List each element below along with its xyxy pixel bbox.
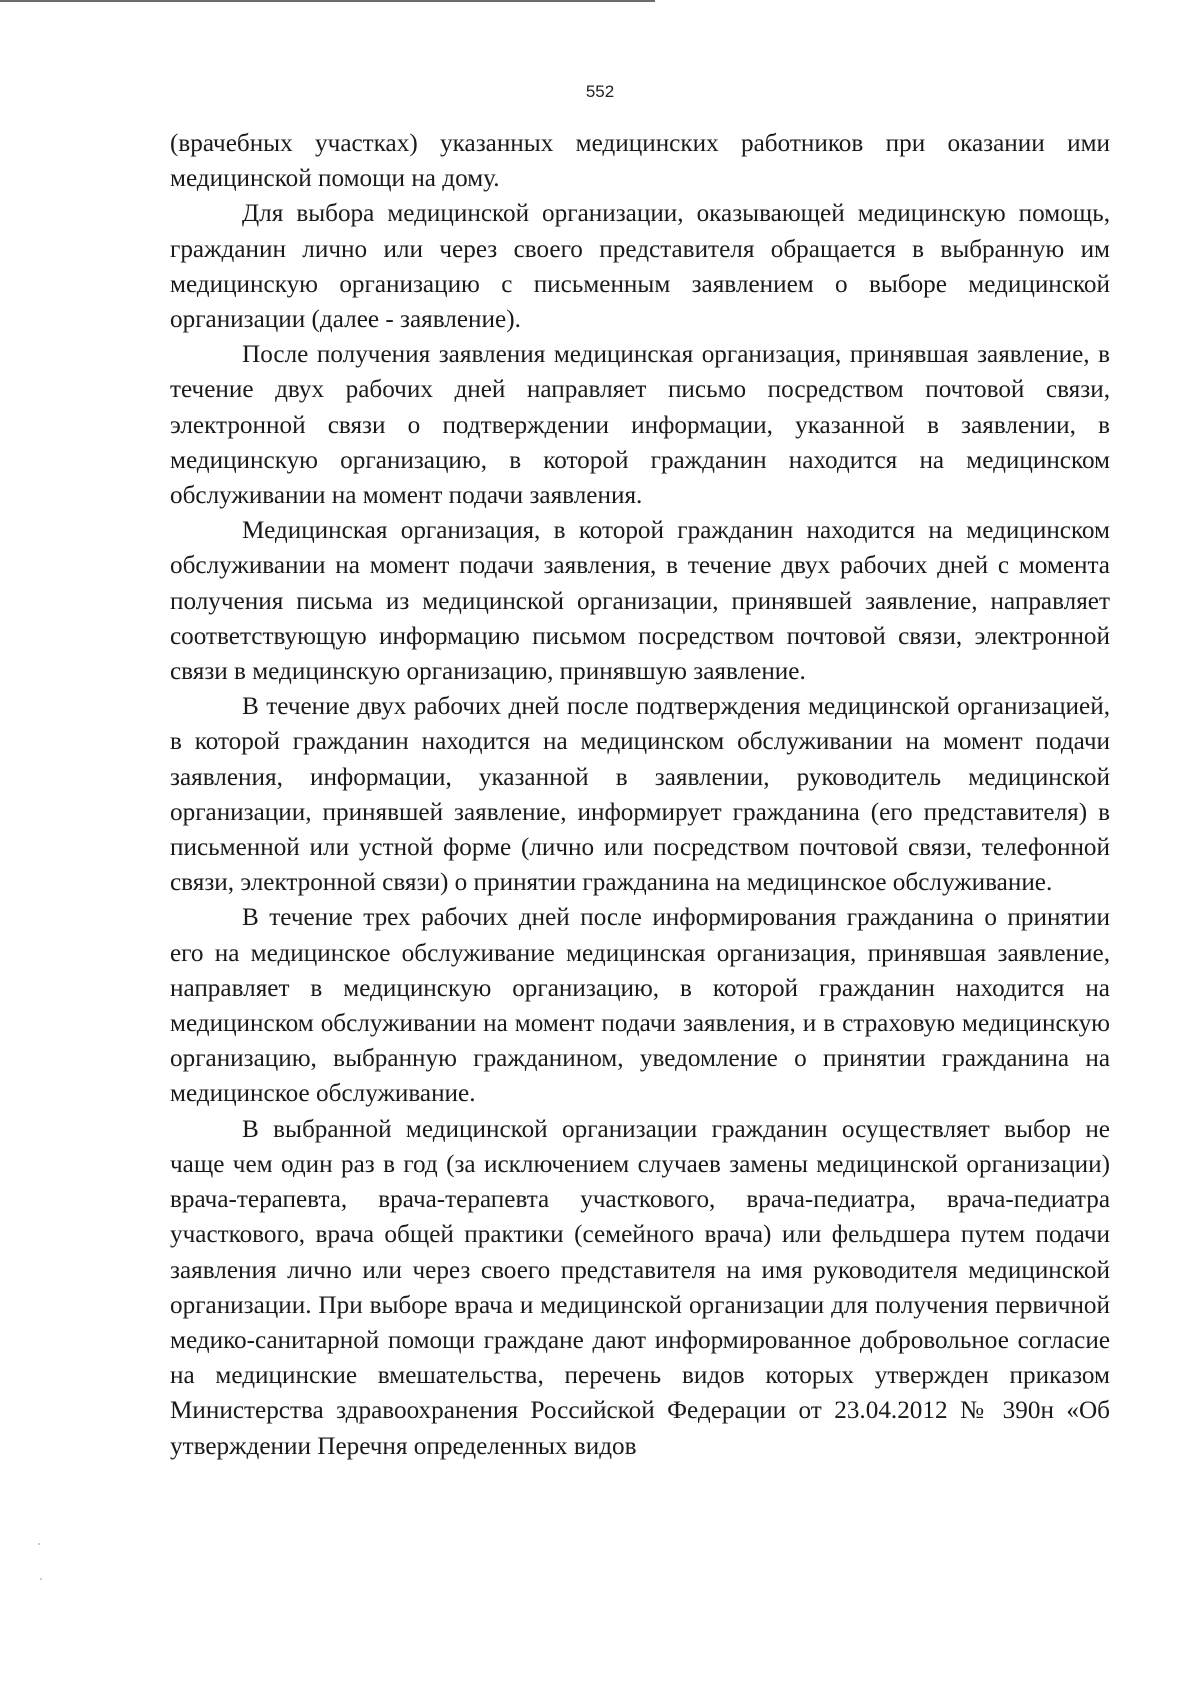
scan-speck — [38, 1543, 40, 1545]
paragraph-informing-citizen: В течение двух рабочих дней после подтверждения медицинской организацией, в которой гражданин находится на медицинском обслуживании на момент подачи заявления, информации, указанной в заявлении, руководитель медицинской организации, принявшей заявление, информирует гражданина (его представителя) в письменной или устной форме (лично или посредством почтовой связи, телефонной связи, электронной связи) о принятии гражданина на медицинское обслуживание. — [170, 693, 1110, 897]
paragraph-continuation: (врачебных участках) указанных медицинских работников при оказании ими медицинской помощи на дому. — [170, 130, 1110, 193]
scan-top-rule — [0, 0, 655, 2]
paragraph-choice-of-organization: Для выбора медицинской организации, оказывающей медицинскую помощь, гражданин лично или через своего представителя обращается в выбранную им медицинскую организацию с письменным заявлением о выборе медицинской организации (далее - заявление). — [170, 200, 1110, 334]
paragraph-notification: В течение трех рабочих дней после информирования гражданина о принятии его на медицинское обслуживание медицинская организация, принявшая заявление, направляет в медицинскую организацию, в которой гражданин находится на медицинском обслуживании на момент подачи заявления, и в страховую медицинскую организацию, выбранную гражданином, уведомление о принятии гражданина на медицинское обслуживание. — [170, 904, 1110, 1108]
paragraph-after-receiving-application: После получения заявления медицинская организация, принявшая заявление, в течение двух рабочих дней направляет письмо посредством почтовой связи, электронной связи о подтверждении информации, указанной в заявлении, в медицинскую организацию, в которой гражданин находится на медицинском обслуживании на момент подачи заявления. — [170, 341, 1110, 510]
paragraph-doctor-choice: В выбранной медицинской организации гражданин осуществляет выбор не чаще чем один раз в год (за исключением случаев замены медицинской организации) врача-терапевта, врача-терапевта участкового, врача-педиатра, врача-педиатра участкового, врача общей практики (семейного врача) или фельдшера путем подачи заявления лично или через своего представителя на имя руководителя медицинской организации. При выборе врача и медицинской организации для получения первичной медико-санитарной помощи граждане дают информированное добровольное согласие на медицинские вмешательства, перечень видов которых утвержден приказом Министерства здравоохранения Российской Федерации от 23.04.2012 № 390н «Об утверждении Перечня определенных видов — [170, 1115, 1110, 1460]
paragraph-current-organization-response: Медицинская организация, в которой гражданин находится на медицинском обслуживании на момент подачи заявления, в течение двух рабочих дней с момента получения письма из медицинской организации, принявшей заявление, направляет соответствующую информацию письмом посредством почтовой связи, электронной связи в медицинскую организацию, принявшую заявление. — [170, 517, 1110, 686]
page-number: 552 — [585, 82, 615, 101]
document-body — [170, 126, 1110, 1464]
scan-speck — [40, 1578, 42, 1580]
